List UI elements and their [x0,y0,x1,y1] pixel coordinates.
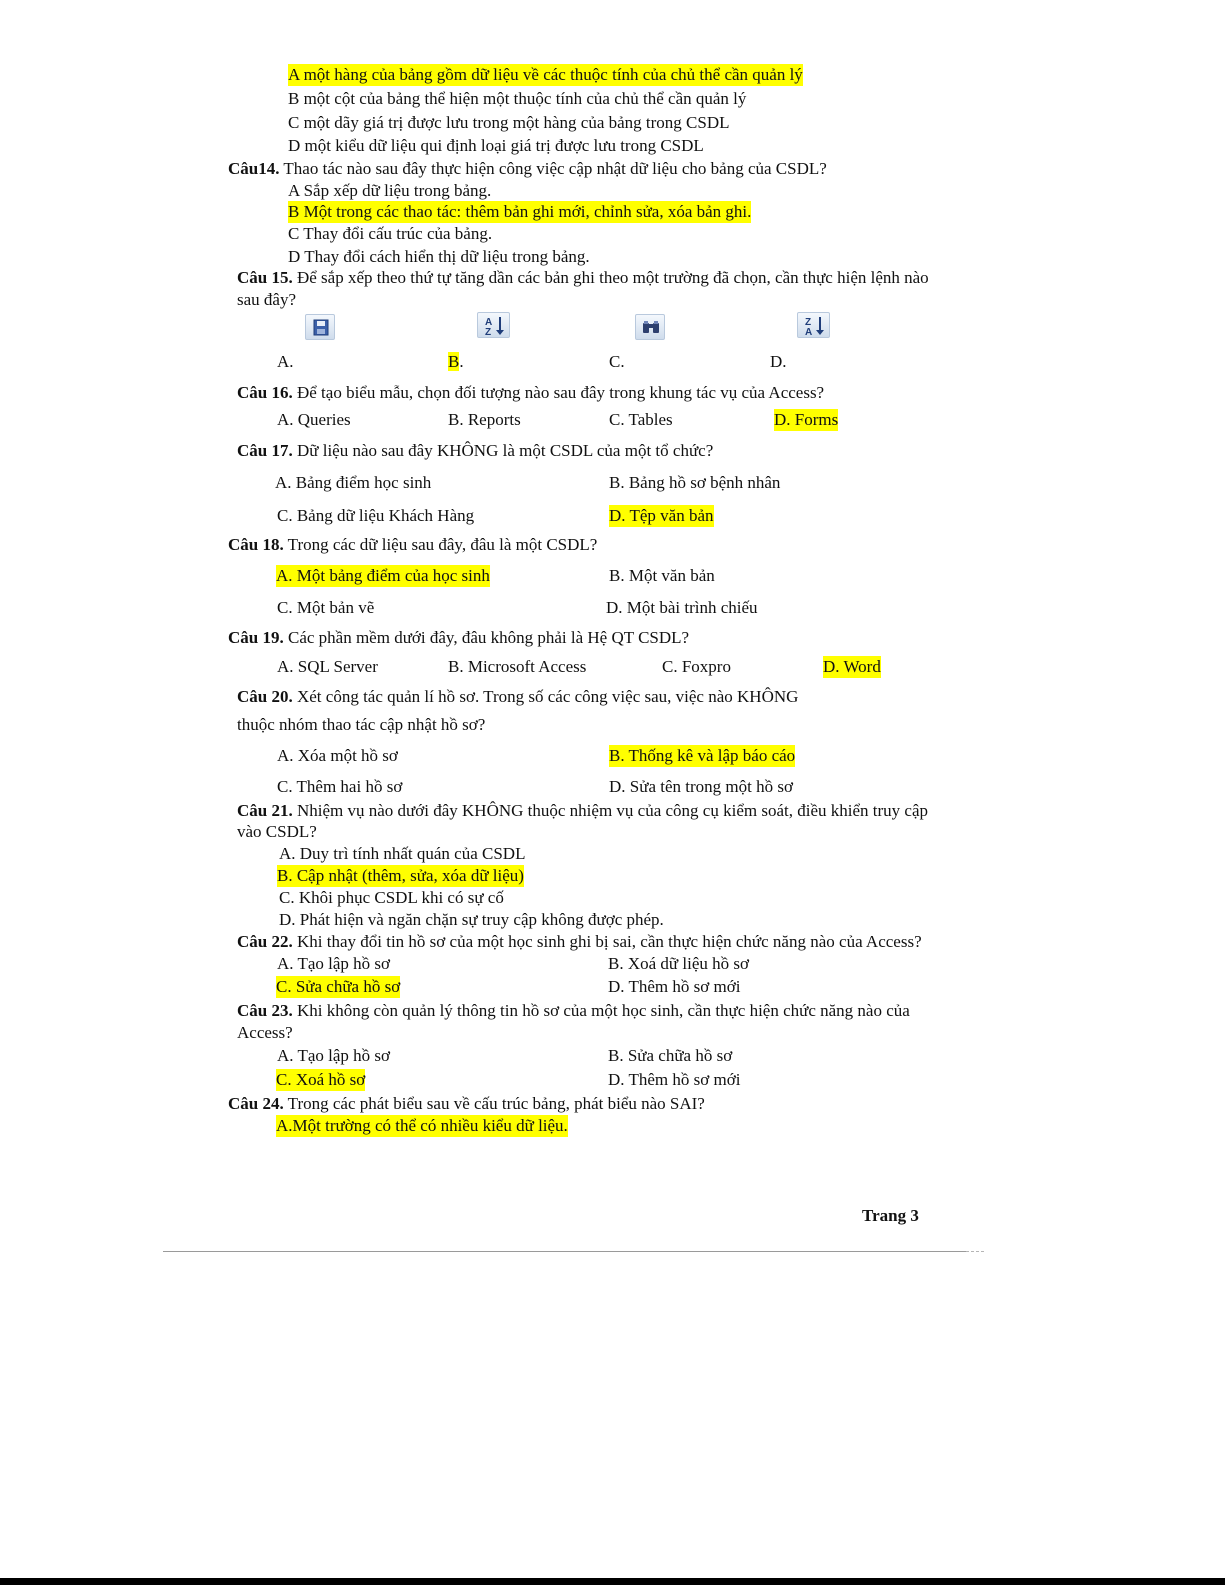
q20-label: Câu 20. [237,687,293,706]
save-icon [305,314,335,340]
q15-option-b [448,351,464,373]
svg-text:Z: Z [805,317,812,328]
page-divider [163,1251,966,1252]
q23-text: Khi không còn quản lý thông tin hồ sơ của một học sinh, cần thực hiện chức năng nào của [292,1001,910,1020]
q13-option-a: A một hàng của bảng gồm dữ liệu về các thuộc tính của chủ thể cần quản lý [288,65,803,84]
q14-text: Thao tác nào sau đây thực hiện công việc cập nhật dữ liệu cho bảng của CSDL? [279,159,827,178]
q20-option-c: C. Thêm hai hồ sơ [277,777,403,796]
q15-option-c: C. [609,352,625,371]
q23-question-cont: Access? [237,1023,293,1042]
q23-option-c: C. Xoá hồ sơ [276,1070,366,1089]
q16-option-b: B. Reports [448,410,521,429]
q14-option-b: B Một trong các thao tác: thêm bản ghi mới, chỉnh sửa, xóa bản ghi. [288,202,752,221]
q21-option-d: D. Phát hiện và ngăn chặn sự truy cập không được phép. [279,910,664,929]
q22-label: Câu 22. [237,932,293,951]
q15-option-b-dot: . [459,352,464,371]
q17-question [237,440,713,462]
q21-option-a: A. Duy trì tính nhất quán của CSDL [279,844,526,863]
q21-option-b: B. Cập nhật (thêm, sửa, xóa dữ liệu) [277,866,524,885]
q21-question-cont: vào CSDL? [237,822,317,841]
q13-option-b: B một cột của bảng thể hiện một thuộc tính của chủ thể cần quản lý [288,89,747,108]
q19-option-b: B. Microsoft Access [448,657,587,676]
q20-question-cont: thuộc nhóm thao tác cập nhật hồ sơ? [237,715,486,734]
q19-option-d: D. Word [823,657,881,676]
q19-option-c: C. Foxpro [662,657,731,676]
page-divider-dashed-end [966,1251,984,1252]
q24-question [228,1093,705,1115]
q21-option-c: C. Khôi phục CSDL khi có sự cố [279,888,504,907]
q18-question [228,534,597,556]
q18-option-b: B. Một văn bản [609,566,715,585]
q23-option-b: B. Sửa chữa hồ sơ [608,1046,733,1065]
svg-text:A: A [485,317,493,328]
q14-option-d: D Thay đổi cách hiển thị dữ liệu trong bảng. [288,247,590,266]
q16-label: Câu 16. [237,383,293,402]
q15-option-d: D. [770,352,787,371]
q22-option-c: C. Sửa chữa hồ sơ [276,977,401,996]
q22-text: Khi thay đổi tin hồ sơ của một học sinh ghi bị sai, cần thực hiện chức năng nào của Access? [292,932,922,951]
q21-question [237,800,928,822]
q16-option-d: D. Forms [774,410,839,429]
q15-question [237,267,929,289]
q16-option-a: A. Queries [277,410,351,429]
q16-option-c: C. Tables [609,410,673,429]
q18-option-d: D. Một bài trình chiếu [606,598,758,617]
q16-question [237,382,824,404]
q23-label: Câu 23. [237,1001,293,1020]
q15-option-b-letter: B [448,352,460,371]
q21-label: Câu 21. [237,801,293,820]
q13-option-d: D một kiểu dữ liệu qui định loại giá trị được lưu trong CSDL [288,136,704,155]
q19-option-a: A. SQL Server [277,657,378,676]
q15-label: Câu 15. [237,268,293,287]
q20-option-b: B. Thống kê và lập báo cáo [609,746,796,765]
q14-question [228,158,827,180]
sort-descending-icon [797,312,830,338]
page-number: Trang 3 [862,1206,919,1225]
q17-label: Câu 17. [237,441,293,460]
q19-label: Câu 19. [228,628,284,647]
q24-text: Trong các phát biểu sau về cấu trúc bảng, phát biểu nào SAI? [283,1094,705,1113]
q17-option-a: A. Bảng điểm học sinh [275,473,432,492]
q22-option-b: B. Xoá dữ liệu hồ sơ [608,954,749,973]
q20-question [237,686,798,708]
q23-option-d: D. Thêm hồ sơ mới [608,1070,741,1089]
q20-option-a: A. Xóa một hồ sơ [277,746,398,765]
q23-question [237,1000,910,1022]
q18-label: Câu 18. [228,535,284,554]
q18-option-a: A. Một bảng điểm của học sinh [276,566,490,585]
q19-question [228,627,689,649]
q23-option-a: A. Tạo lập hồ sơ [277,1046,391,1065]
q19-text: Các phần mềm dưới đây, đâu không phải là Hệ QT CSDL? [283,628,690,647]
q14-option-c: C Thay đổi cấu trúc của bảng. [288,224,493,243]
q20-option-d: D. Sửa tên trong một hồ sơ [609,777,793,796]
q18-text: Trong các dữ liệu sau đây, đâu là một CSDL? [283,535,598,554]
q18-option-c: C. Một bản vẽ [277,598,375,617]
find-binoculars-icon [635,314,665,340]
q17-option-d: D. Tệp văn bản [609,506,714,525]
sort-ascending-icon [477,312,510,338]
q16-text: Để tạo biểu mẫu, chọn đối tượng nào sau đây trong khung tác vụ của Access? [292,383,825,402]
q14-label: Câu14. [228,159,280,178]
q24-label: Câu 24. [228,1094,284,1113]
q17-text: Dữ liệu nào sau đây KHÔNG là một CSDL của một tổ chức? [292,441,714,460]
q13-option-c: C một dãy giá trị được lưu trong một hàng của bảng trong CSDL [288,113,730,132]
q20-text: Xét công tác quản lí hồ sơ. Trong số các công việc sau, việc nào KHÔNG [292,687,799,706]
q14-option-a: A Sắp xếp dữ liệu trong bảng. [288,181,492,200]
q21-text: Nhiệm vụ nào dưới đây KHÔNG thuộc nhiệm vụ của công cụ kiểm soát, điều khiển truy cập [292,801,928,820]
q17-option-b: B. Bảng hồ sơ bệnh nhân [609,473,781,492]
svg-text:Z: Z [485,327,492,338]
q24-option-a: A.Một trường có thể có nhiều kiểu dữ liệu. [276,1116,568,1135]
q15-text: Để sắp xếp theo thứ tự tăng dần các bản ghi theo một trường đã chọn, cần thực hiện lệnh nào [292,268,929,287]
q22-question [237,931,922,953]
q22-option-a: A. Tạo lập hồ sơ [277,954,391,973]
q15-question-cont: sau đây? [237,290,297,309]
q15-option-a: A. [277,352,294,371]
svg-text:A: A [805,327,813,338]
bottom-edge-bar [0,1578,1225,1585]
q22-option-d: D. Thêm hồ sơ mới [608,977,741,996]
q17-option-c: C. Bảng dữ liệu Khách Hàng [277,506,475,525]
